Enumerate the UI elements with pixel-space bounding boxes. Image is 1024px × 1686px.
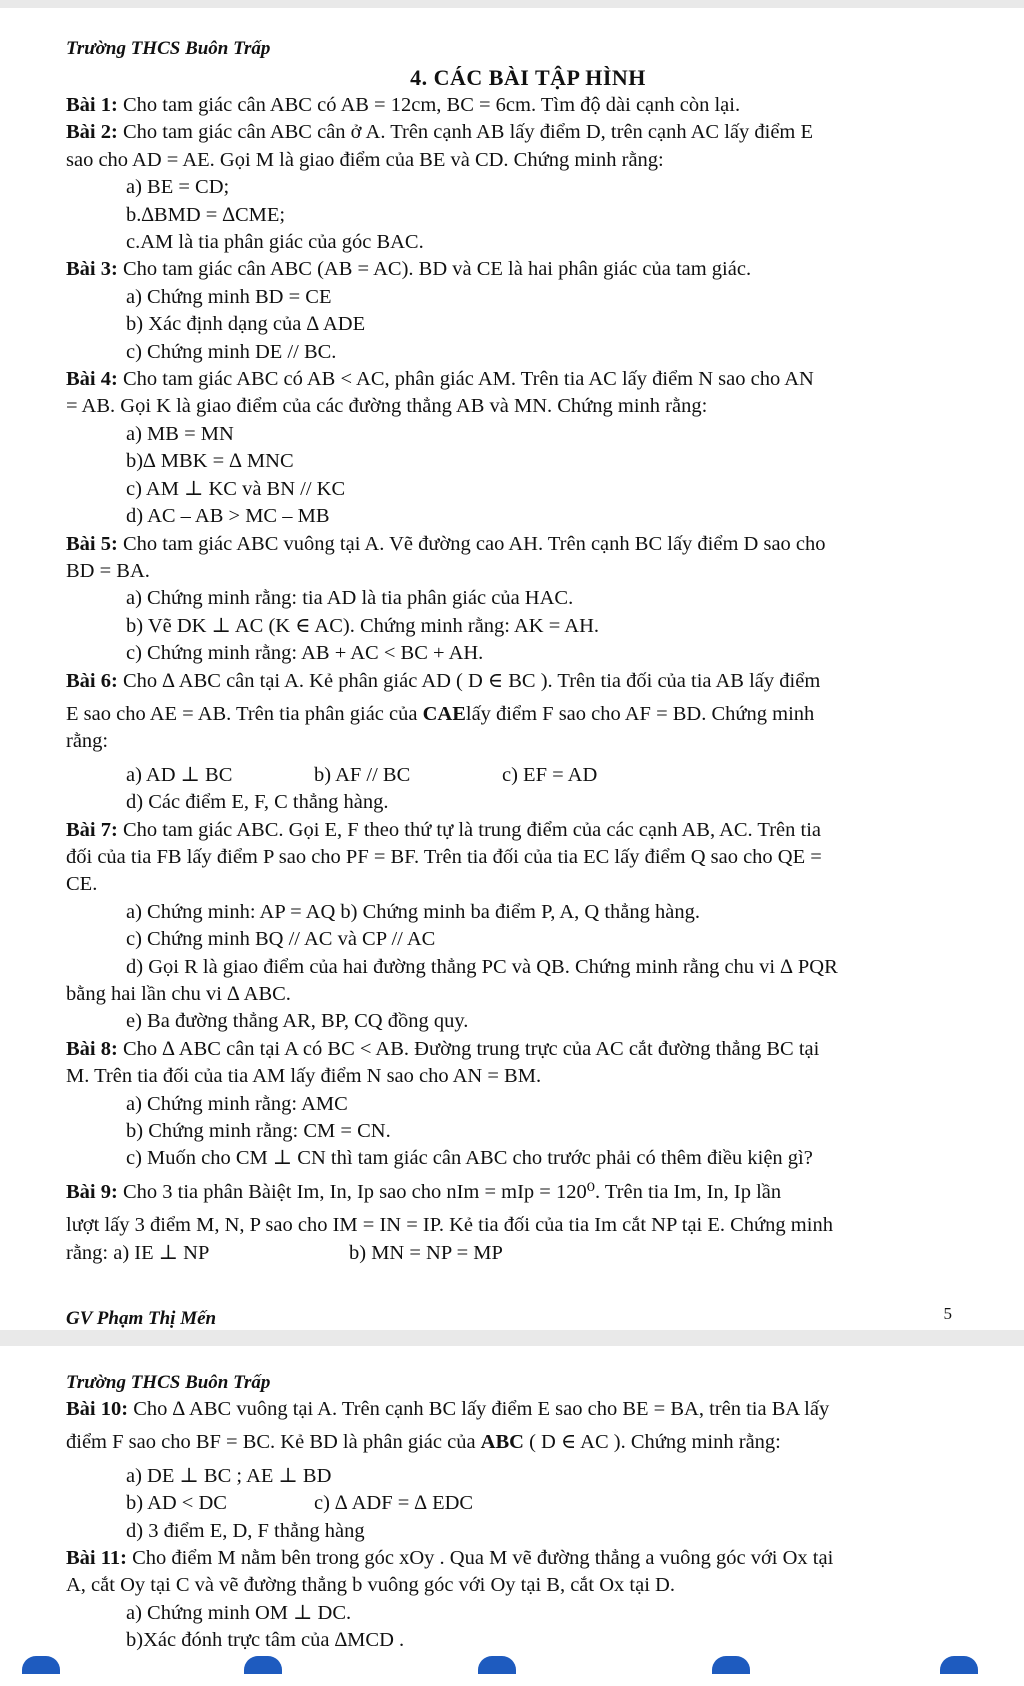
document-page-2 [0, 1346, 1024, 1686]
exercise-text: điểm F sao cho BF = BC. Kẻ BD là phân giác của [66, 1431, 481, 1454]
exercise-label: Bài 8: [66, 1037, 118, 1060]
question-b: b)Xác đónh trực tâm của ∆MCD . [126, 1629, 405, 1652]
exercise-6 [66, 668, 990, 817]
question-a: rằng: a) IE ⊥ NP [66, 1241, 210, 1264]
question-a: a) AD ⊥ BC [126, 763, 233, 786]
exercise-5 [66, 531, 990, 668]
question-b: b.∆BMD = ∆CME; [126, 203, 286, 226]
question-c: c) ∆ ADF = ∆ EDC [314, 1492, 474, 1515]
question-c: c) Muốn cho CM ⊥ CN thì tam giác cân ABC cho trước phải có thêm điều kiện gì? [126, 1147, 813, 1170]
exercise-text: Cho tam giác cân ABC có AB = 12cm, BC = 6cm. Tìm độ dài cạnh còn lại. [117, 94, 741, 116]
question-b: b) Chứng minh rằng: CM = CN. [126, 1120, 391, 1143]
question-a: a) DE ⊥ BC ; AE ⊥ BD [126, 1464, 332, 1487]
school-name: Trường THCS Buôn Trấp [66, 1372, 271, 1393]
section-heading: 4. CÁC BÀI TẬP HÌNH [410, 65, 646, 90]
question-b: b) AD < DC [126, 1492, 227, 1515]
question-c: c) Chứng minh BQ // AC và CP // AC [126, 928, 436, 951]
exercise-text: Cho 3 tia phân Bàiệt Im, In, Ip sao cho nIm = mIp = 120⁰. Trên tia Im, In, Ip lần [117, 1180, 782, 1203]
exercise-text: = AB. Gọi K là giao điểm của các đường thẳng AB và MN. Chứng minh rằng: [66, 395, 708, 418]
exercise-text: Cho tam giác cân ABC cân ở A. Trên cạnh AB lấy điểm D, trên cạnh AC lấy điểm E [117, 121, 814, 144]
exercise-text: Cho tam giác cân ABC (AB = AC). BD và CE là hai phân giác của tam giác. [117, 258, 752, 281]
exercise-text: A, cắt Oy tại C và vẽ đường thẳng b vuông góc với Oy tại B, cắt Ox tại D. [66, 1574, 675, 1597]
teacher-name: GV Phạm Thị Mến [66, 1308, 217, 1329]
exercise-text: ( D ∈ AC ). Chứng minh rằng: [523, 1431, 781, 1454]
question-a: a) Chứng minh rằng: AMC [126, 1092, 348, 1115]
exercise-label: Bài 3: [66, 258, 118, 281]
tab-marker-icon [22, 1656, 60, 1674]
exercise-label: Bài 10: [66, 1398, 129, 1420]
exercise-label: Bài 4: [66, 368, 118, 391]
exercise-10 [66, 1396, 990, 1545]
exercise-label: Bài 11: [66, 1547, 127, 1570]
question-a: a) Chứng minh BD = CE [126, 285, 332, 308]
question-d: d) Gọi R là giao điểm của hai đường thẳng PC và QB. Chứng minh rằng chu vi ∆ PQR [126, 955, 838, 978]
exercise-text: Cho tam giác ABC có AB < AC, phân giác AM. Trên tia AC lấy điểm N sao cho AN [117, 368, 814, 391]
exercise-9 [66, 1179, 990, 1267]
exercise-1 [66, 92, 990, 119]
question-d: d) Các điểm E, F, C thẳng hàng. [126, 791, 389, 814]
exercise-4 [66, 366, 990, 530]
question-d-continued: bằng hai lần chu vi ∆ ABC. [66, 983, 291, 1005]
question-c: c) Chứng minh rằng: AB + AC < BC + AH. [126, 642, 484, 665]
exercise-text: Cho ∆ ABC cân tại A. Kẻ phân giác AD ( D ∈ BC ). Trên tia đối của tia AB lấy điểm [117, 669, 821, 692]
question-b: b) Vẽ DK ⊥ AC (K ∈ AC). Chứng minh rằng: AK = AH. [126, 614, 600, 637]
exercise-8 [66, 1036, 990, 1173]
exercise-text: Cho tam giác ABC. Gọi E, F theo thứ tự là trung điểm của các cạnh AB, AC. Trên tia [117, 818, 822, 841]
exercise-text: rằng: [66, 730, 109, 753]
question-d: d) 3 điểm E, D, F thẳng hàng [126, 1519, 365, 1542]
tab-marker-icon [712, 1656, 750, 1674]
exercise-text: Cho ∆ ABC cân tại A có BC < AB. Đường trung trực của AC cắt đường thẳng BC tại [117, 1037, 820, 1060]
exercise-text: Cho điểm M nằm bên trong góc xOy . Qua M vẽ đường thẳng a vuông góc với Ox tại [126, 1547, 834, 1570]
exercise-text: đối của tia FB lấy điểm P sao cho PF = BF. Trên tia đối của tia EC lấy điểm Q sao cho QE = [66, 845, 822, 868]
question-b: b) Xác định dạng của ∆ ADE [126, 313, 366, 336]
question-a: a) Chứng minh rằng: tia AD là tia phân giác của HAC. [126, 587, 574, 610]
exercise-11 [66, 1545, 990, 1655]
exercise-2 [66, 119, 990, 256]
exercise-label: Bài 5: [66, 532, 118, 555]
exercise-text: lượt lấy 3 điểm M, N, P sao cho IM = IN = IP. Kẻ tia đối của tia Im cắt NP tại E. Chứng minh [66, 1214, 833, 1237]
exercise-text: E sao cho AE = AB. Trên tia phân giác của [66, 702, 423, 725]
tab-marker-icon [478, 1656, 516, 1674]
question-c: c) Chứng minh DE // BC. [126, 340, 337, 363]
exercise-text: CE. [66, 873, 98, 896]
question-b: b) AF // BC [314, 763, 411, 786]
page-number: 5 [943, 1304, 952, 1323]
question-c: c) EF = AD [502, 763, 598, 786]
question-a: a) MB = MN [126, 422, 234, 445]
angle-label: ABC [480, 1431, 524, 1454]
exercise-text: M. Trên tia đối của tia AM lấy điểm N sao cho AN = BM. [66, 1065, 542, 1088]
question-a: a) Chứng minh: AP = AQ b) Chứng minh ba điểm P, A, Q thẳng hàng. [126, 900, 700, 923]
tab-marker-icon [244, 1656, 282, 1674]
exercise-7 [66, 817, 990, 1036]
exercise-label: Bài 6: [66, 669, 118, 692]
exercise-label: Bài 2: [66, 121, 118, 144]
exercise-text: BD = BA. [66, 559, 150, 582]
question-b: b) MN = NP = MP [349, 1241, 503, 1264]
question-e: e) Ba đường thẳng AR, BP, CQ đồng quy. [126, 1010, 469, 1033]
question-b: b)∆ MBK = ∆ MNC [126, 450, 294, 473]
question-d: d) AC – AB > MC – MB [126, 505, 330, 528]
question-a: a) Chứng minh OM ⊥ DC. [126, 1601, 352, 1624]
question-c: c) AM ⊥ KC và BN // KC [126, 477, 346, 500]
exercise-text: lấy điểm F sao cho AF = BD. Chứng minh [465, 702, 815, 725]
school-name: Trường THCS Buôn Trấp [66, 38, 271, 59]
exercise-text: sao cho AD = AE. Gọi M là giao điểm của BE và CD. Chứng minh rằng: [66, 148, 664, 171]
exercise-text: Cho ∆ ABC vuông tại A. Trên cạnh BC lấy điểm E sao cho BE = BA, trên tia BA lấy [128, 1398, 830, 1420]
question-c: c.AM là tia phân giác của góc BAC. [126, 231, 424, 254]
exercise-label: Bài 9: [66, 1180, 118, 1203]
exercise-text: Cho tam giác ABC vuông tại A. Vẽ đường cao AH. Trên cạnh BC lấy điểm D sao cho [117, 532, 826, 555]
exercise-3 [66, 256, 990, 366]
angle-label: CAE [422, 702, 466, 725]
exercise-label: Bài 1: [66, 94, 118, 116]
question-a: a) BE = CD; [126, 176, 230, 199]
exercise-label: Bài 7: [66, 818, 118, 841]
document-page-1 [0, 8, 1024, 1330]
tab-marker-icon [940, 1656, 978, 1674]
